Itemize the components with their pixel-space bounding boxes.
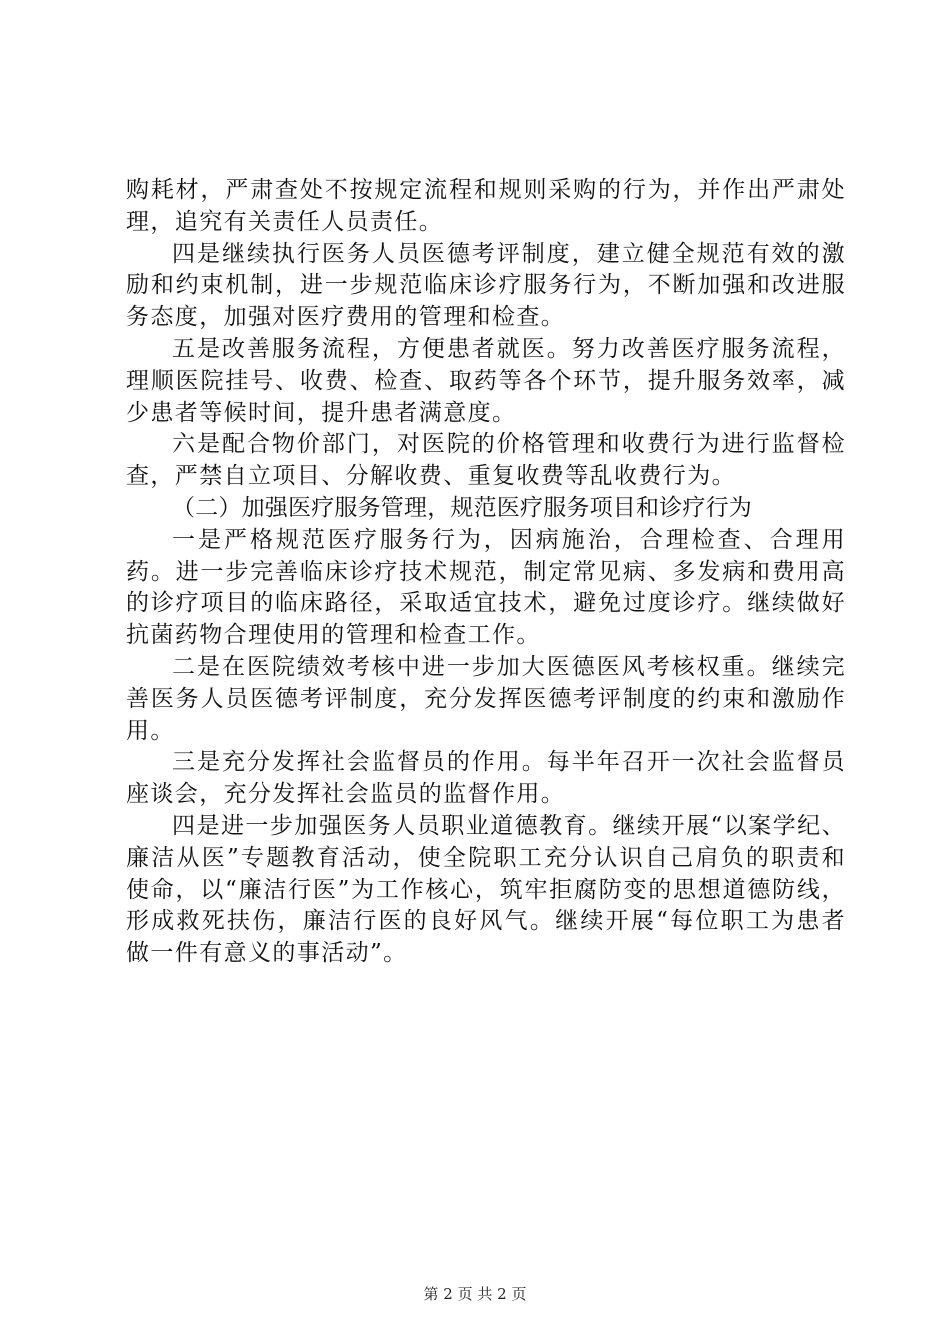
paragraph: 四是继续执行医务人员医德考评制度，建立健全规范有效的激励和约束机制，进一步规范临床诊疗服务行为，不断加强和改进服务态度，加强对医疗费用的管理和检查。 bbox=[126, 240, 846, 331]
paragraph: 一是严格规范医疗服务行为，因病施治，合理检查、合理用药。进一步完善临床诊疗技术规范，制定常见病、多发病和费用高的诊疗项目的临床路径，采取适宜技术，避免过度诊疗。继续做好抗菌药物合理使用的管理和检查工作。 bbox=[126, 526, 846, 649]
paragraph: 六是配合物价部门，对医院的价格管理和收费行为进行监督检查，严禁自立项目、分解收费、重复收费等乱收费行为。 bbox=[126, 431, 846, 490]
paragraph: 三是充分发挥社会监督员的作用。每半年召开一次社会监督员座谈会，充分发挥社会监员的监督作用。 bbox=[126, 749, 846, 808]
paragraph: 购耗材，严肃查处不按规定流程和规则采购的行为，并作出严肃处理，追究有关责任人员责任。 bbox=[126, 177, 846, 235]
paragraph: 五是改善服务流程，方便患者就医。努力改善医疗服务流程，理顺医院挂号、收费、检查、取药等各个环节，提升服务效率，减少患者等候时间，提升患者满意度。 bbox=[126, 335, 846, 426]
page-number-footer: 第 2 页 共 2 页 bbox=[423, 1285, 527, 1303]
document-body bbox=[126, 175, 846, 970]
paragraph: 四是进一步加强医务人员职业道德教育。继续开展“以案学纪、廉洁从医”专题教育活动，使全院职工充分认识自己肩负的职责和使命，以“廉洁行医”为工作核心，筑牢拒腐防变的思想道德防线，形成救死扶伤，廉洁行医的良好风气。继续开展“每位职工为患者做一件有意义的事活动”。 bbox=[126, 812, 846, 967]
paragraph: 二是在医院绩效考核中进一步加大医德医风考核权重。继续完善医务人员医德考评制度，充分发挥医德考评制度的约束和激励作用。 bbox=[126, 653, 846, 744]
section-heading: （二）加强医疗服务管理，规范医疗服务项目和诊疗行为 bbox=[172, 494, 752, 521]
